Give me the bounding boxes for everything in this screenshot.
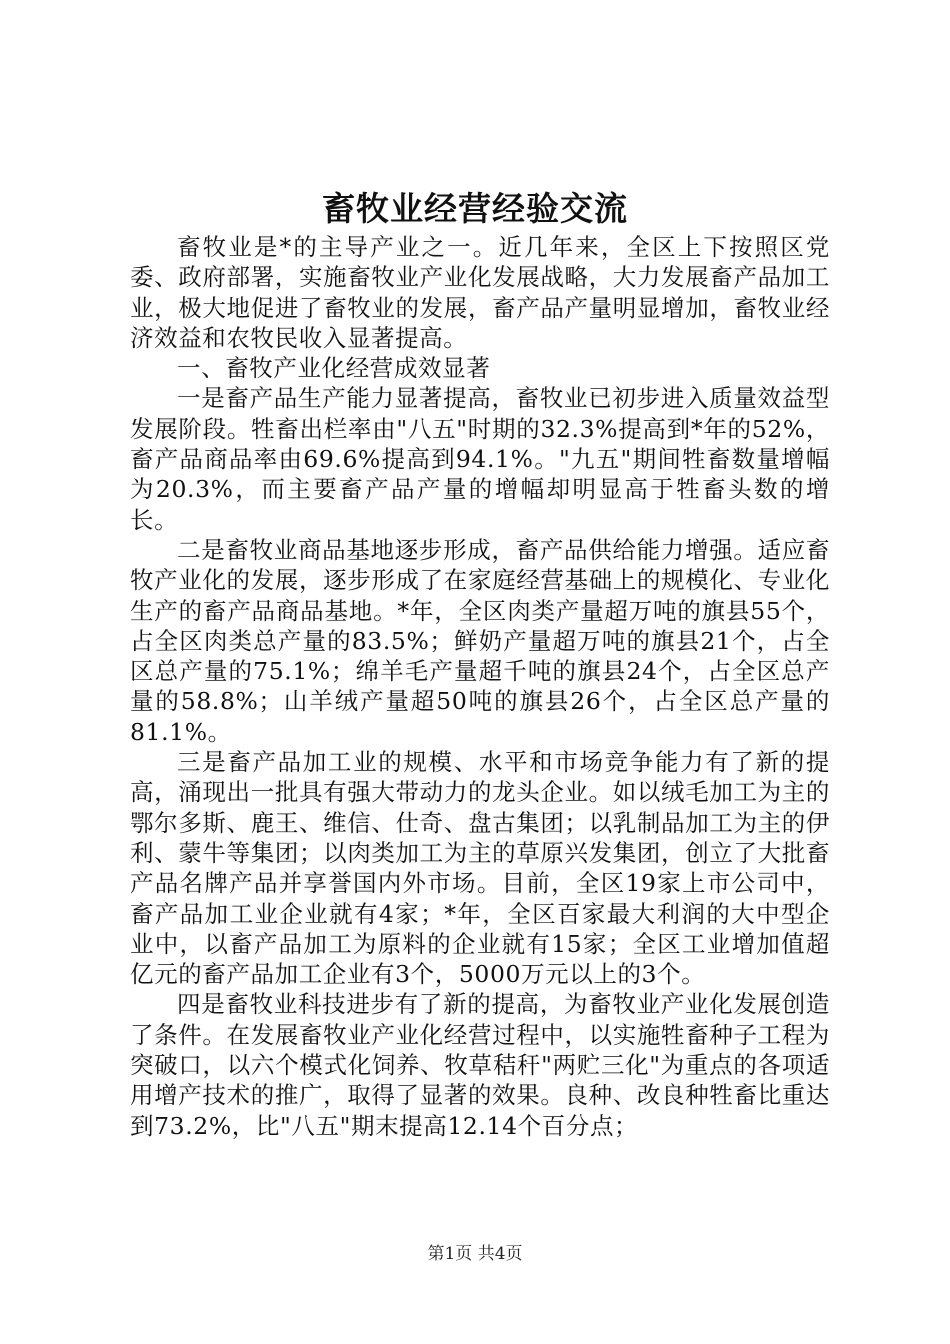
paragraph-point-four: 四是畜牧业科技进步有了新的提高，为畜牧业产业化发展创造了条件。在发展畜牧业产业化经营过程中，以实施牲畜种子工程为突破口，以六个模式化饲养、牧草秸秆"两贮三化"为重点的各项适用增产技术的推广，取得了显著的效果。良种、改良种牲畜比重达到73.2%，比"八五"期末提高12.14个百分点； (130, 990, 830, 1140)
document-body (130, 232, 830, 1141)
paragraph-point-two: 二是畜牧业商品基地逐步形成，畜产品供给能力增强。适应畜牧产业化的发展，逐步形成了在家庭经营基础上的规模化、专业化生产的畜产品商品基地。*年，全区肉类产量超万吨的旗县55个，占全区肉类总产量的83.5%；鲜奶产量超万吨的旗县21个，占全区总产量的75.1%；绵羊毛产量超千吨的旗县24个，占全区总产量的58.8%；山羊绒产量超50吨的旗县26个，占全区总产量的81.1%。 (130, 535, 830, 746)
paragraph-point-three: 三是畜产品加工业的规模、水平和市场竞争能力有了新的提高，涌现出一批具有强大带动力的龙头企业。如以绒毛加工为主的鄂尔多斯、鹿王、维信、仕奇、盘古集团；以乳制品加工为主的伊利、蒙牛等集团；以肉类加工为主的草原兴发集团，创立了大批畜产品名牌产品并享誉国内外市场。目前，全区19家上市公司中，畜产品加工业企业就有4家；*年，全区百家最大利润的大中型企业中，以畜产品加工为原料的企业就有15家；全区工业增加值超亿元的畜产品加工企业有3个，5000万元以上的3个。 (130, 748, 830, 989)
paragraph-point-one: 一是畜产品生产能力显著提高，畜牧业已初步进入质量效益型发展阶段。牲畜出栏率由"八五"时期的32.3%提高到*年的52%，畜产品商品率由69.6%提高到94.1%。"九五"期间牲畜数量增幅为20.3%，而主要畜产品产量的增幅却明显高于牲畜头数的增长。 (130, 384, 830, 534)
page-footer: 第1页 共4页 (427, 1244, 523, 1264)
paragraph-intro: 畜牧业是*的主导产业之一。近几年来，全区上下按照区党委、政府部署，实施畜牧业产业化发展战略，大力发展畜产品加工业，极大地促进了畜牧业的发展，畜产品产量明显增加，畜牧业经济效益和农牧民收入显著提高。 (130, 233, 830, 352)
document-title: 畜牧业经营经验交流 (322, 189, 628, 228)
section-heading: 一、畜牧产业化经营成效显著 (177, 354, 491, 383)
